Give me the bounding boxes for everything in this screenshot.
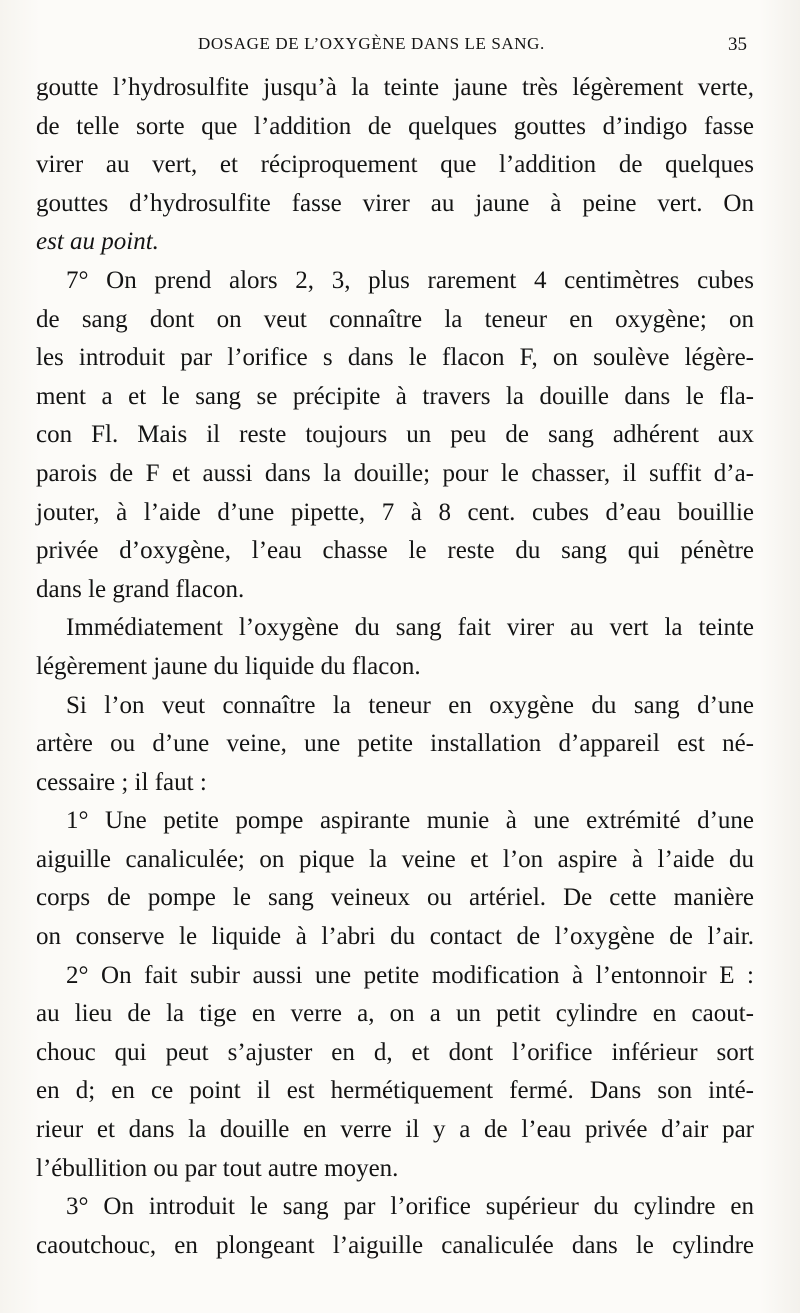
text-line: goutte l’hydrosulfite jusqu’à la teinte jaune très légèrement verte, bbox=[36, 74, 754, 101]
text-line: 7° On prend alors 2, 3, plus rarement 4 centimètres cubes bbox=[66, 266, 754, 294]
text-line: parois de F et aussi dans la douille; pour le chasser, il suffit d’a- bbox=[36, 459, 754, 487]
text-line: de telle sorte que l’addition de quelques gouttes d’indigo fasse bbox=[36, 112, 754, 140]
text-line: Immédiatement l’oxygène du sang fait virer au vert la teinte bbox=[66, 614, 754, 642]
text-line: 2° On fait subir aussi une petite modification à l’entonnoir E : bbox=[66, 961, 754, 989]
page-header bbox=[0, 34, 800, 64]
text-line: cessaire ; il faut : bbox=[36, 768, 207, 796]
text-line: privée d’oxygène, l’eau chasse le reste du sang qui pénètre bbox=[36, 537, 754, 565]
text-line: au lieu de la tige en verre a, on a un petit cylindre en caout- bbox=[36, 1000, 754, 1028]
text-line: virer au vert, et réciproquement que l’addition de quelques bbox=[36, 151, 754, 179]
text-line: jouter, à l’aide d’une pipette, 7 à 8 cent. cubes d’eau bouillie bbox=[36, 498, 754, 526]
text-line: chouc qui peut s’ajuster en d, et dont l’orifice inférieur sort bbox=[36, 1038, 754, 1066]
text-line: les introduit par l’orifice s dans le flacon F, on soulève légère- bbox=[36, 344, 754, 372]
text-line: corps de pompe le sang veineux ou artériel. De cette manière bbox=[36, 884, 754, 912]
text-line: ment a et le sang se précipite à travers la douille dans le fla- bbox=[36, 382, 754, 410]
text-line: caoutchouc, en plongeant l’aiguille canaliculée dans le cylindre bbox=[36, 1231, 754, 1259]
text-line: on conserve le liquide à l’abri du contact de l’oxygène de l’air. bbox=[36, 923, 754, 951]
text-line: de sang dont on veut connaître la teneur en oxygène; on bbox=[36, 305, 754, 333]
page-number: 35 bbox=[728, 34, 747, 55]
text-line: dans le grand flacon. bbox=[36, 575, 245, 603]
text-line: l’ébullition ou par tout autre moyen. bbox=[36, 1154, 399, 1182]
text-line: 3° On introduit le sang par l’orifice supérieur du cylindre en bbox=[66, 1193, 754, 1221]
text-line: légèrement jaune du liquide du flacon. bbox=[36, 652, 421, 680]
text-line: artère ou d’une veine, une petite installation d’appareil est né- bbox=[36, 730, 754, 758]
text-line: gouttes d’hydrosulfite fasse virer au jaune à peine vert. On bbox=[36, 189, 754, 217]
text-line: con Fl. Mais il reste toujours un peu de sang adhérent aux bbox=[36, 421, 754, 449]
text-line: Si l’on veut connaître la teneur en oxygène du sang d’une bbox=[66, 691, 754, 719]
text-line: est au point. bbox=[36, 228, 159, 256]
text-line: en d; en ce point il est hermétiquement fermé. Dans son inté- bbox=[36, 1077, 754, 1105]
running-title: DOSAGE DE L’OXYGÈNE DANS LE SANG. bbox=[198, 34, 545, 53]
text-line: 1° Une petite pompe aspirante munie à une extrémité d’une bbox=[66, 807, 754, 835]
body-text bbox=[36, 69, 754, 1265]
text-line: aiguille canaliculée; on pique la veine et l’on aspire à l’aide du bbox=[36, 845, 754, 873]
text-line: rieur et dans la douille en verre il y a de l’eau privée d’air par bbox=[36, 1116, 754, 1144]
